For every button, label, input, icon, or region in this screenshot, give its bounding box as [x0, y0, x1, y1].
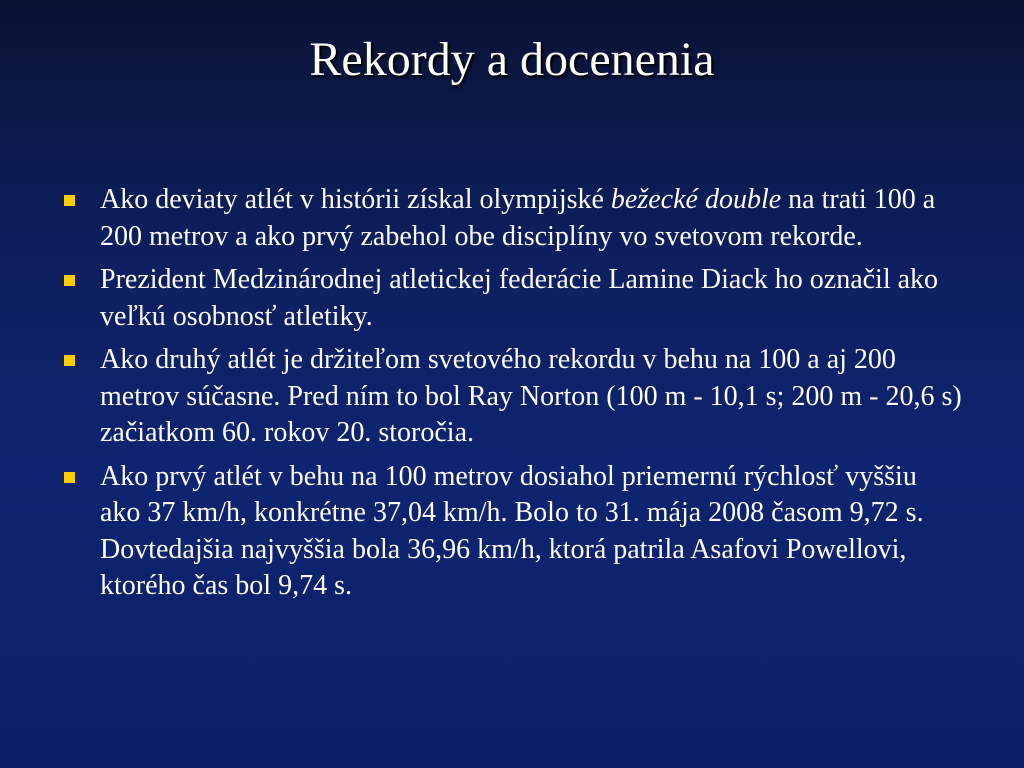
bullet-text-part: na trati 100 a 200 metrov a ako prvý zabehol obe disciplíny vo svetovom rekorde.	[100, 184, 936, 252]
bullet-item	[62, 262, 962, 335]
bullet-item	[62, 459, 962, 605]
bullet-item	[62, 342, 962, 452]
bullet-item	[62, 182, 962, 255]
bullet-text-part: Ako deviaty atlét v histórii získal olympijské	[100, 184, 611, 215]
slide-title: Rekordy a docenenia	[309, 33, 715, 86]
square-bullet-icon	[64, 195, 75, 206]
square-bullet-icon	[64, 275, 75, 286]
bullet-text	[100, 184, 935, 252]
square-bullet-icon	[64, 355, 75, 366]
bullet-emphasis: bežecké double	[610, 184, 782, 215]
bullet-list	[62, 182, 962, 612]
bullet-text: Ako prvý atlét v behu na 100 metrov dosiahol priemernú rýchlosť vyššiu ako 37 km/h, konkrétne 37,04 km/h. Bolo to 31. mája 2008 časom 9,72 s. Dovtedajšia najvyššia bola 36,96 km/h, ktorá patrila Asafovi Powellovi, ktorého čas bol 9,74 s.	[100, 460, 924, 601]
square-bullet-icon	[64, 472, 75, 483]
bullet-text: Prezident Medzinárodnej atletickej federácie Lamine Diack ho označil ako veľkú osobnosť atletiky.	[100, 264, 939, 332]
bullet-text: Ako druhý atlét je držiteľom svetového rekordu v behu na 100 a aj 200 metrov súčasne. Pred ním to bol Ray Norton (100 m - 10,1 s; 200 m - 20,6 s) začiatkom 60. rokov 20. storočia.	[100, 344, 962, 448]
